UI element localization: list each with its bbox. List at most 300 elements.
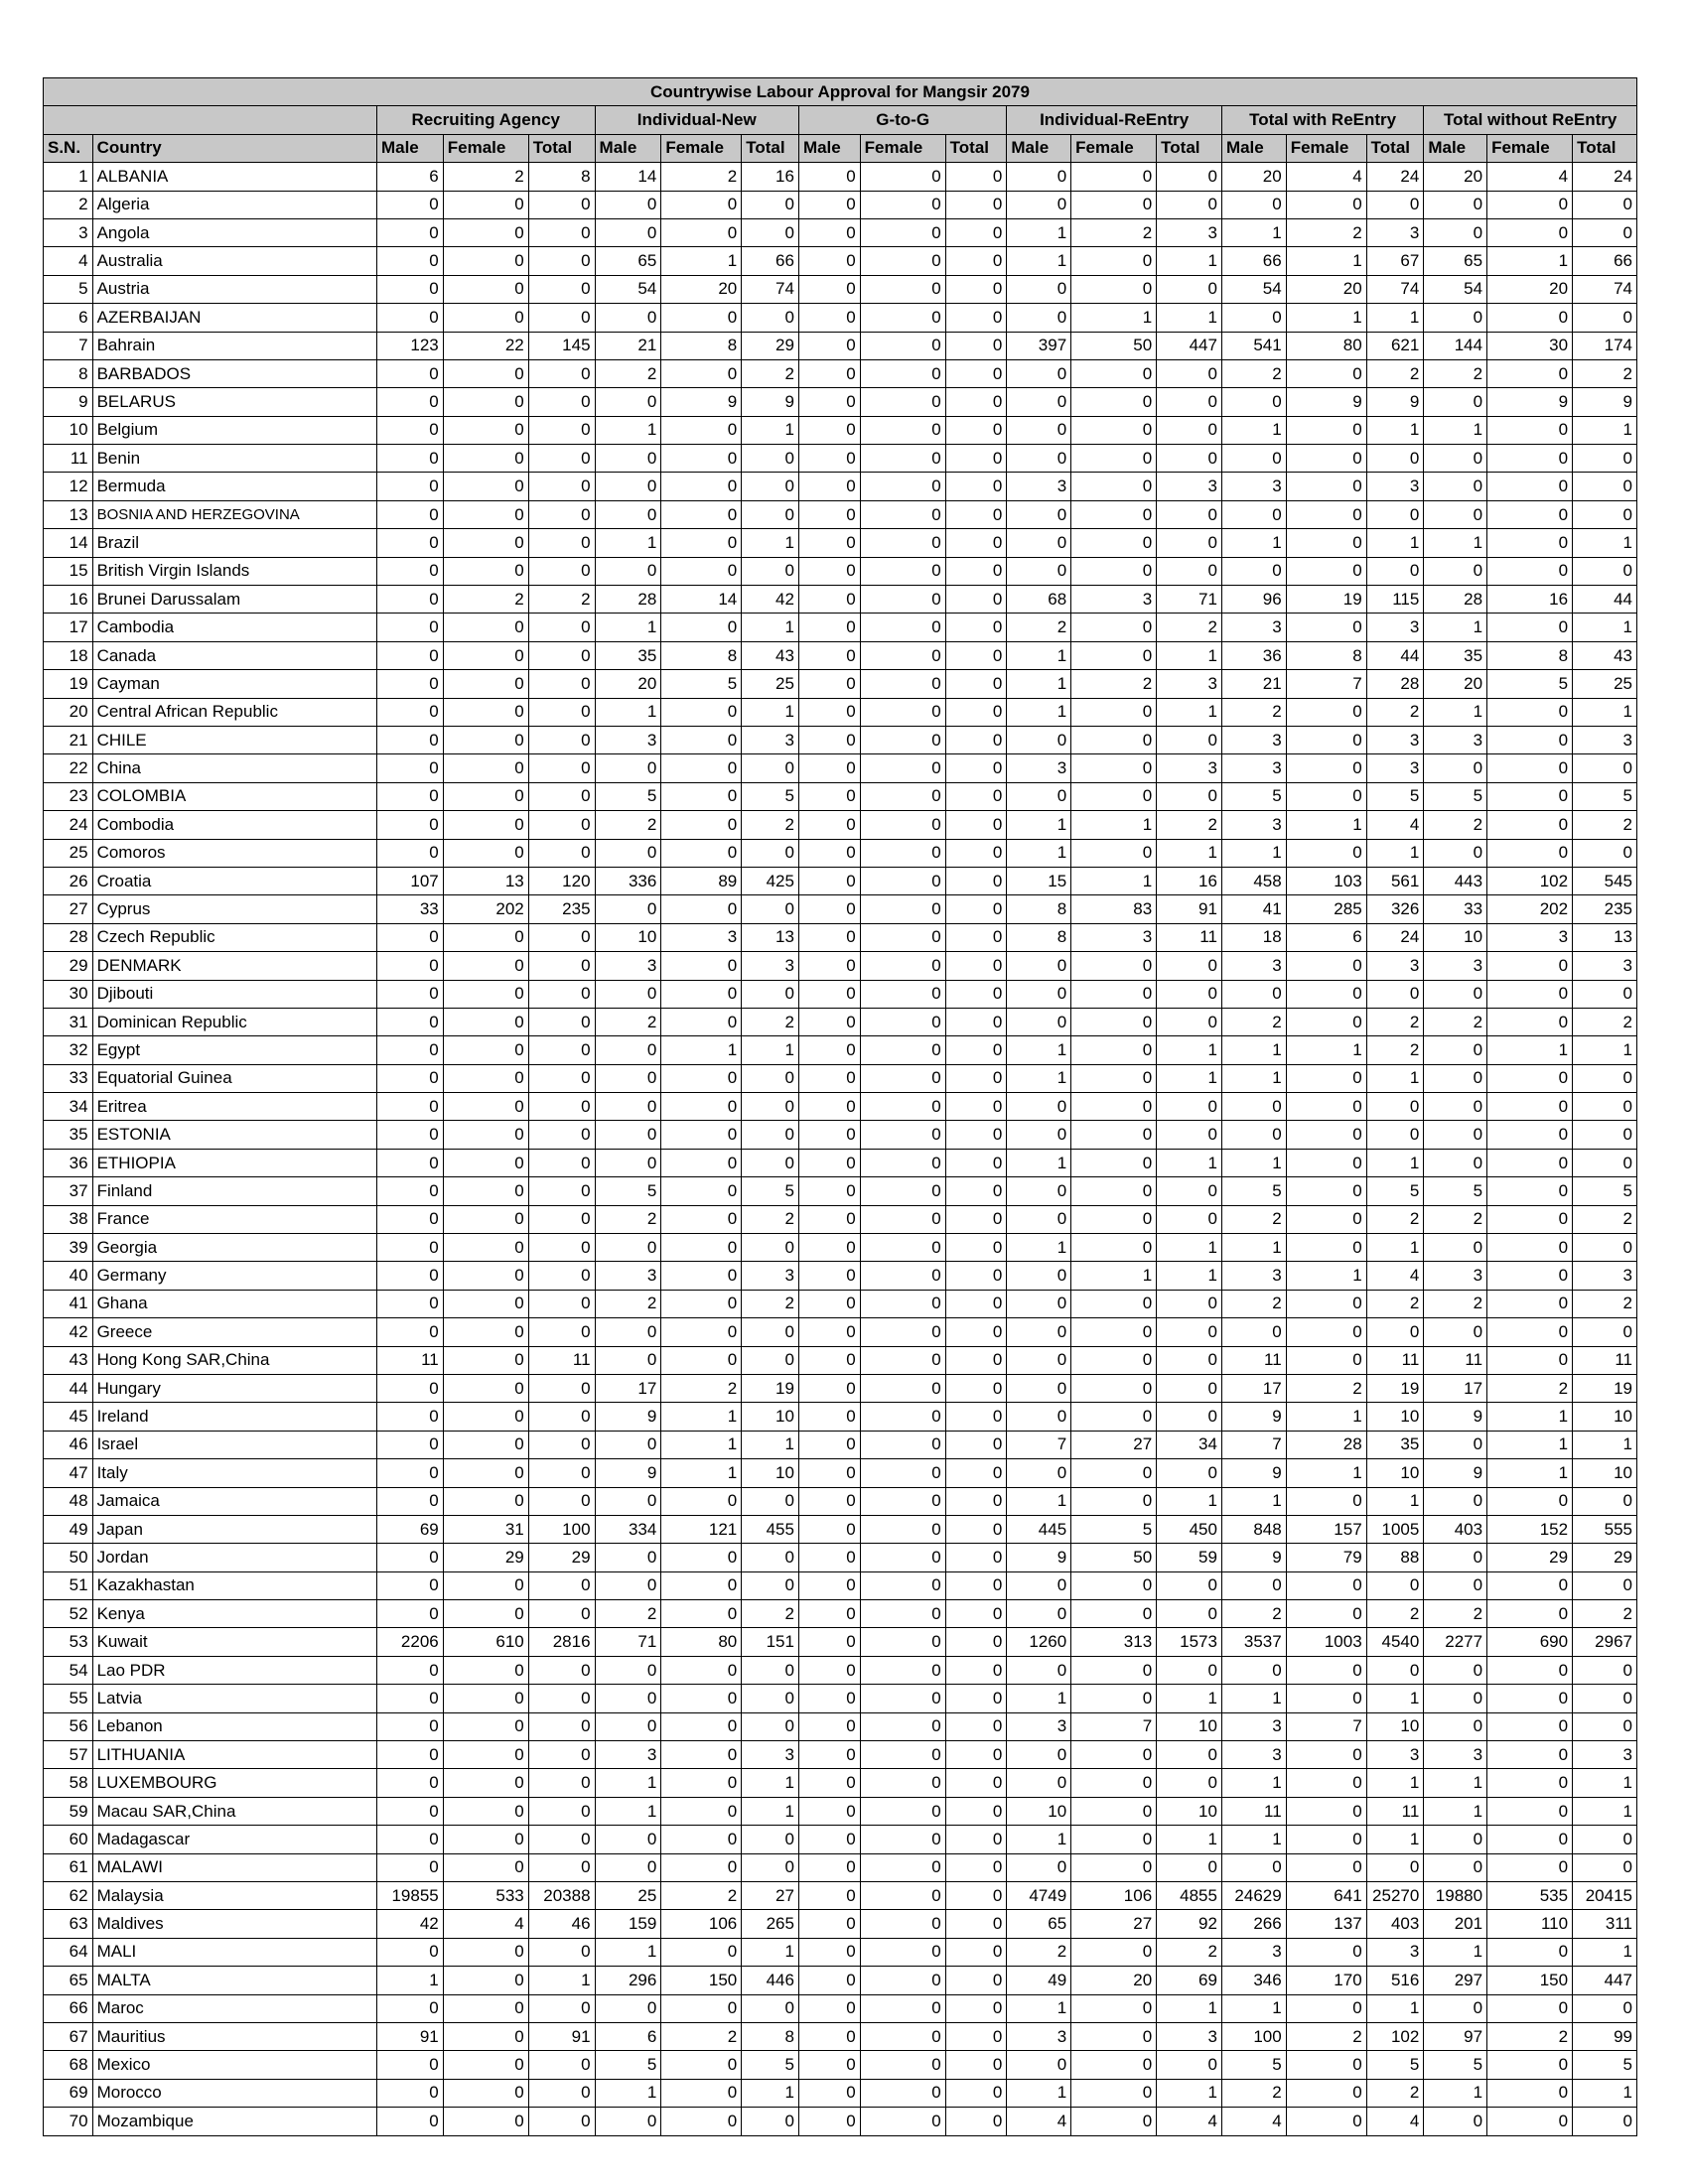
country-cell: Angola (92, 218, 376, 246)
value-cell: 0 (1071, 614, 1157, 641)
value-cell: 0 (1071, 980, 1157, 1008)
value-cell: 0 (1487, 1797, 1573, 1825)
value-cell: 201 (1424, 1910, 1487, 1938)
value-cell: 2 (1071, 670, 1157, 698)
table-row (44, 641, 1637, 669)
value-cell: 1 (1007, 1149, 1071, 1176)
value-cell: 0 (528, 359, 595, 387)
serial-number-cell: 58 (44, 1769, 93, 1797)
table-row (44, 1346, 1637, 1374)
serial-number-cell: 57 (44, 1741, 93, 1769)
value-cell: 3 (1007, 2022, 1071, 2050)
table-row (44, 698, 1637, 726)
table-row (44, 895, 1637, 923)
value-cell: 0 (661, 1149, 742, 1176)
value-cell: 0 (443, 782, 528, 810)
value-cell: 1 (1366, 839, 1424, 867)
value-cell: 0 (661, 782, 742, 810)
value-cell: 0 (528, 1290, 595, 1317)
value-cell: 0 (376, 1853, 443, 1881)
value-cell: 1 (1221, 1149, 1286, 1176)
value-cell: 0 (798, 304, 860, 332)
value-cell: 1 (1157, 304, 1222, 332)
value-cell: 0 (528, 1177, 595, 1205)
value-cell: 3 (1221, 811, 1286, 839)
value-cell: 36 (1221, 641, 1286, 669)
value-cell: 20 (1071, 1967, 1157, 1994)
value-cell: 0 (860, 1769, 945, 1797)
value-cell: 0 (595, 388, 661, 416)
value-cell: 0 (443, 557, 528, 585)
value-cell: 0 (742, 500, 799, 528)
country-cell: LITHUANIA (92, 1741, 376, 1769)
value-cell: 17 (1424, 1374, 1487, 1402)
value-cell: 2 (443, 586, 528, 614)
value-cell: 0 (1286, 1600, 1366, 1628)
value-cell: 106 (661, 1910, 742, 1938)
value-cell: 2 (1157, 1938, 1222, 1966)
value-cell: 71 (1157, 586, 1222, 614)
value-cell: 0 (1007, 557, 1071, 585)
value-cell: 0 (1221, 1853, 1286, 1881)
country-cell: Kazakhastan (92, 1571, 376, 1599)
value-cell: 1 (1157, 698, 1222, 726)
value-cell: 0 (742, 1853, 799, 1881)
value-cell: 0 (1286, 1656, 1366, 1684)
value-cell: 103 (1286, 867, 1366, 894)
value-cell: 0 (1157, 1008, 1222, 1035)
value-cell: 0 (1286, 500, 1366, 528)
value-cell: 1 (1487, 1403, 1573, 1431)
value-cell: 2 (1573, 1290, 1637, 1317)
value-cell: 0 (945, 1177, 1007, 1205)
value-cell: 0 (528, 1064, 595, 1092)
value-cell: 0 (443, 698, 528, 726)
value-cell: 0 (1007, 416, 1071, 444)
serial-number-cell: 13 (44, 500, 93, 528)
value-cell: 3 (1366, 1741, 1424, 1769)
value-cell: 0 (798, 1374, 860, 1402)
value-cell: 66 (742, 247, 799, 275)
value-cell: 0 (860, 782, 945, 810)
value-cell: 0 (595, 1064, 661, 1092)
value-cell: 1 (1007, 1234, 1071, 1262)
value-cell: 0 (1221, 557, 1286, 585)
value-cell: 0 (443, 359, 528, 387)
value-cell: 0 (945, 1853, 1007, 1881)
value-cell: 65 (595, 247, 661, 275)
value-cell: 1 (742, 698, 799, 726)
value-cell: 4 (1157, 2108, 1222, 2135)
serial-number-cell: 60 (44, 1826, 93, 1853)
serial-number-cell: 63 (44, 1910, 93, 1938)
value-cell: 0 (1487, 1685, 1573, 1712)
value-cell: 0 (1487, 1656, 1573, 1684)
value-cell: 0 (528, 1600, 595, 1628)
serial-number-cell: 53 (44, 1628, 93, 1656)
value-cell: 20 (1221, 163, 1286, 191)
value-cell: 311 (1573, 1910, 1637, 1938)
value-cell: 0 (1157, 359, 1222, 387)
value-cell: 1 (1157, 1234, 1222, 1262)
value-cell: 0 (945, 163, 1007, 191)
value-cell: 28 (1366, 670, 1424, 698)
value-cell: 0 (443, 1403, 528, 1431)
value-cell: 0 (528, 1656, 595, 1684)
serial-number-cell: 50 (44, 1544, 93, 1571)
value-cell: 9 (742, 388, 799, 416)
value-cell: 0 (742, 557, 799, 585)
value-cell: 0 (661, 1571, 742, 1599)
value-cell: 1 (1573, 614, 1637, 641)
value-cell: 2 (742, 811, 799, 839)
value-cell: 4 (1366, 811, 1424, 839)
country-cell: Belgium (92, 416, 376, 444)
value-cell: 3 (742, 1741, 799, 1769)
column-header: Male (1221, 134, 1286, 162)
value-cell: 0 (1071, 1487, 1157, 1515)
value-cell: 0 (860, 473, 945, 500)
value-cell: 0 (798, 1628, 860, 1656)
country-cell: Maroc (92, 1994, 376, 2022)
value-cell: 35 (1424, 641, 1487, 669)
value-cell: 0 (661, 1600, 742, 1628)
value-cell: 1 (1366, 1826, 1424, 1853)
value-cell: 3 (1221, 614, 1286, 641)
value-cell: 2 (443, 163, 528, 191)
value-cell: 2 (1221, 698, 1286, 726)
value-cell: 0 (742, 1121, 799, 1149)
table-row (44, 1994, 1637, 2022)
table-row (44, 2079, 1637, 2107)
value-cell: 0 (1424, 1149, 1487, 1176)
value-cell: 0 (1071, 2022, 1157, 2050)
value-cell: 0 (1007, 529, 1071, 557)
value-cell: 0 (1573, 1853, 1637, 1881)
value-cell: 1 (1221, 1994, 1286, 2022)
value-cell: 0 (595, 1149, 661, 1176)
value-cell: 0 (661, 304, 742, 332)
value-cell: 403 (1366, 1910, 1424, 1938)
value-cell: 0 (1071, 1600, 1157, 1628)
table-row (44, 839, 1637, 867)
value-cell: 0 (860, 1910, 945, 1938)
value-cell: 0 (443, 1064, 528, 1092)
country-cell: Kuwait (92, 1628, 376, 1656)
value-cell: 297 (1424, 1967, 1487, 1994)
value-cell: 0 (860, 1064, 945, 1092)
value-cell: 0 (798, 1685, 860, 1712)
value-cell: 1 (1573, 1797, 1637, 1825)
value-cell: 0 (798, 1064, 860, 1092)
value-cell: 0 (443, 1093, 528, 1121)
value-cell: 397 (1007, 332, 1071, 359)
value-cell: 1 (1157, 247, 1222, 275)
value-cell: 0 (1221, 1093, 1286, 1121)
value-cell: 0 (1157, 1177, 1222, 1205)
country-cell: Macau SAR,China (92, 1797, 376, 1825)
value-cell: 22 (443, 332, 528, 359)
value-cell: 0 (1366, 1121, 1424, 1149)
serial-number-cell: 45 (44, 1403, 93, 1431)
value-cell: 28 (1286, 1431, 1366, 1458)
value-cell: 0 (860, 1318, 945, 1346)
value-cell: 313 (1071, 1628, 1157, 1656)
value-cell: 0 (1007, 359, 1071, 387)
value-cell: 0 (661, 1853, 742, 1881)
value-cell: 2 (661, 163, 742, 191)
table-row (44, 2022, 1637, 2050)
value-cell: 0 (945, 1346, 1007, 1374)
serial-number-cell: 27 (44, 895, 93, 923)
value-cell: 0 (1157, 1571, 1222, 1599)
table-row (44, 1938, 1637, 1966)
value-cell: 0 (1487, 1149, 1573, 1176)
value-cell: 0 (595, 2108, 661, 2135)
value-cell: 0 (1071, 1656, 1157, 1684)
value-cell: 0 (1573, 500, 1637, 528)
country-cell: ETHIOPIA (92, 1149, 376, 1176)
value-cell: 3 (1221, 952, 1286, 980)
value-cell: 0 (376, 641, 443, 669)
value-cell: 0 (860, 191, 945, 218)
value-cell: 31 (443, 1515, 528, 1543)
value-cell: 0 (1007, 191, 1071, 218)
country-cell: Greece (92, 1318, 376, 1346)
value-cell: 0 (661, 1797, 742, 1825)
value-cell: 20 (595, 670, 661, 698)
value-cell: 0 (443, 1571, 528, 1599)
value-cell: 555 (1573, 1515, 1637, 1543)
value-cell: 0 (528, 304, 595, 332)
value-cell: 0 (1487, 1205, 1573, 1233)
value-cell: 0 (860, 895, 945, 923)
value-cell: 0 (1286, 2051, 1366, 2079)
value-cell: 0 (1286, 839, 1366, 867)
value-cell: 0 (528, 1121, 595, 1149)
value-cell: 0 (1573, 754, 1637, 782)
value-cell: 1 (1366, 1685, 1424, 1712)
value-cell: 25270 (1366, 1882, 1424, 1910)
table-row (44, 1093, 1637, 1121)
value-cell: 1 (1007, 811, 1071, 839)
value-cell: 0 (1221, 1656, 1286, 1684)
value-cell: 0 (528, 1741, 595, 1769)
value-cell: 0 (945, 641, 1007, 669)
value-cell: 0 (1424, 1093, 1487, 1121)
value-cell: 0 (860, 2108, 945, 2135)
value-cell: 535 (1487, 1882, 1573, 1910)
country-cell: Brunei Darussalam (92, 586, 376, 614)
value-cell: 0 (1157, 1318, 1222, 1346)
value-cell: 80 (661, 1628, 742, 1656)
value-cell: 0 (1071, 1826, 1157, 1853)
value-cell: 11 (1221, 1797, 1286, 1825)
serial-number-cell: 18 (44, 641, 93, 669)
country-cell: Equatorial Guinea (92, 1064, 376, 1092)
value-cell: 8 (661, 641, 742, 669)
value-cell: 0 (376, 191, 443, 218)
value-cell: 0 (1573, 557, 1637, 585)
value-cell: 0 (661, 1205, 742, 1233)
value-cell: 0 (1487, 2079, 1573, 2107)
value-cell: 0 (595, 304, 661, 332)
value-cell: 1 (1221, 1036, 1286, 1064)
value-cell: 0 (1487, 1769, 1573, 1797)
value-cell: 0 (1424, 980, 1487, 1008)
value-cell: 88 (1366, 1544, 1424, 1571)
value-cell: 6 (376, 163, 443, 191)
value-cell: 0 (798, 1318, 860, 1346)
value-cell: 8 (742, 2022, 799, 2050)
value-cell: 0 (1157, 1290, 1222, 1317)
value-cell: 0 (443, 2051, 528, 2079)
value-cell: 0 (376, 1544, 443, 1571)
country-cell: Canada (92, 641, 376, 669)
value-cell: 0 (661, 359, 742, 387)
value-cell: 0 (1007, 1346, 1071, 1374)
country-cell: BELARUS (92, 388, 376, 416)
value-cell: 0 (945, 388, 1007, 416)
value-cell: 0 (443, 473, 528, 500)
value-cell: 74 (1573, 275, 1637, 303)
value-cell: 0 (860, 1008, 945, 1035)
value-cell: 0 (1424, 1487, 1487, 1515)
value-cell: 0 (945, 1431, 1007, 1458)
group-individual-new: Individual-New (595, 106, 798, 134)
value-cell: 0 (860, 980, 945, 1008)
value-cell: 0 (661, 895, 742, 923)
value-cell: 0 (528, 247, 595, 275)
value-cell: 1 (1487, 1459, 1573, 1487)
value-cell: 0 (1286, 529, 1366, 557)
value-cell: 0 (742, 1994, 799, 2022)
value-cell: 0 (860, 1741, 945, 1769)
value-cell: 0 (443, 1967, 528, 1994)
serial-number-cell: 35 (44, 1121, 93, 1149)
value-cell: 0 (1071, 191, 1157, 218)
value-cell: 0 (1286, 1769, 1366, 1797)
value-cell: 0 (798, 980, 860, 1008)
value-cell: 0 (1487, 218, 1573, 246)
value-cell: 0 (798, 416, 860, 444)
value-cell: 0 (1157, 500, 1222, 528)
column-header: Total (742, 134, 799, 162)
value-cell: 0 (1487, 1262, 1573, 1290)
serial-number-cell: 38 (44, 1205, 93, 1233)
table-row (44, 1685, 1637, 1712)
value-cell: 0 (443, 641, 528, 669)
value-cell: 29 (528, 1544, 595, 1571)
value-cell: 21 (595, 332, 661, 359)
value-cell: 0 (528, 726, 595, 753)
value-cell: 0 (595, 1826, 661, 1853)
value-cell: 3 (1573, 952, 1637, 980)
value-cell: 19880 (1424, 1882, 1487, 1910)
value-cell: 1 (742, 1769, 799, 1797)
value-cell: 0 (798, 1910, 860, 1938)
value-cell: 1 (1487, 1431, 1573, 1458)
value-cell: 0 (860, 304, 945, 332)
value-cell: 0 (1286, 1797, 1366, 1825)
value-cell: 0 (1573, 1149, 1637, 1176)
value-cell: 0 (528, 614, 595, 641)
table-row (44, 218, 1637, 246)
value-cell: 3 (595, 1741, 661, 1769)
country-cell: BARBADOS (92, 359, 376, 387)
country-cell: Brazil (92, 529, 376, 557)
value-cell: 5 (1573, 2051, 1637, 2079)
value-cell: 0 (1424, 218, 1487, 246)
country-cell: Bahrain (92, 332, 376, 359)
value-cell: 0 (661, 529, 742, 557)
value-cell: 0 (443, 416, 528, 444)
value-cell: 4 (1286, 163, 1366, 191)
value-cell: 0 (1007, 1262, 1071, 1290)
value-cell: 1 (742, 416, 799, 444)
value-cell: 2 (595, 1205, 661, 1233)
value-cell: 3 (1221, 1741, 1286, 1769)
value-cell: 0 (1071, 1797, 1157, 1825)
country-cell: Ghana (92, 1290, 376, 1317)
column-header: Total (1366, 134, 1424, 162)
value-cell: 0 (376, 1064, 443, 1092)
value-cell: 100 (528, 1515, 595, 1543)
value-cell: 2967 (1573, 1628, 1637, 1656)
value-cell: 0 (1286, 614, 1366, 641)
value-cell: 0 (1071, 1318, 1157, 1346)
value-cell: 1 (1424, 698, 1487, 726)
value-cell: 0 (1366, 1656, 1424, 1684)
value-cell: 0 (1487, 754, 1573, 782)
value-cell: 0 (1286, 1205, 1366, 1233)
value-cell: 0 (742, 473, 799, 500)
column-header: Female (443, 134, 528, 162)
value-cell: 2 (1366, 2079, 1424, 2107)
value-cell: 54 (1221, 275, 1286, 303)
value-cell: 0 (595, 1093, 661, 1121)
value-cell: 2 (1424, 1600, 1487, 1628)
value-cell: 0 (376, 614, 443, 641)
value-cell: 43 (1573, 641, 1637, 669)
value-cell: 7 (1221, 1431, 1286, 1458)
serial-number-cell: 30 (44, 980, 93, 1008)
value-cell: 0 (1007, 1403, 1071, 1431)
value-cell: 0 (1286, 1685, 1366, 1712)
value-cell: 0 (945, 247, 1007, 275)
value-cell: 0 (443, 2022, 528, 2050)
value-cell: 159 (595, 1910, 661, 1938)
table-row (44, 1628, 1637, 1656)
value-cell: 0 (661, 500, 742, 528)
value-cell: 0 (742, 839, 799, 867)
value-cell: 0 (376, 1487, 443, 1515)
value-cell: 0 (1424, 473, 1487, 500)
value-cell: 3 (1424, 726, 1487, 753)
value-cell: 3 (1221, 473, 1286, 500)
value-cell: 285 (1286, 895, 1366, 923)
value-cell: 3 (595, 726, 661, 753)
country-cell: CHILE (92, 726, 376, 753)
value-cell: 0 (443, 1318, 528, 1346)
serial-number-cell: 20 (44, 698, 93, 726)
value-cell: 0 (1286, 1149, 1366, 1176)
value-cell: 1573 (1157, 1628, 1222, 1656)
value-cell: 0 (742, 191, 799, 218)
value-cell: 0 (1286, 1994, 1366, 2022)
value-cell: 0 (1071, 247, 1157, 275)
value-cell: 1 (742, 529, 799, 557)
